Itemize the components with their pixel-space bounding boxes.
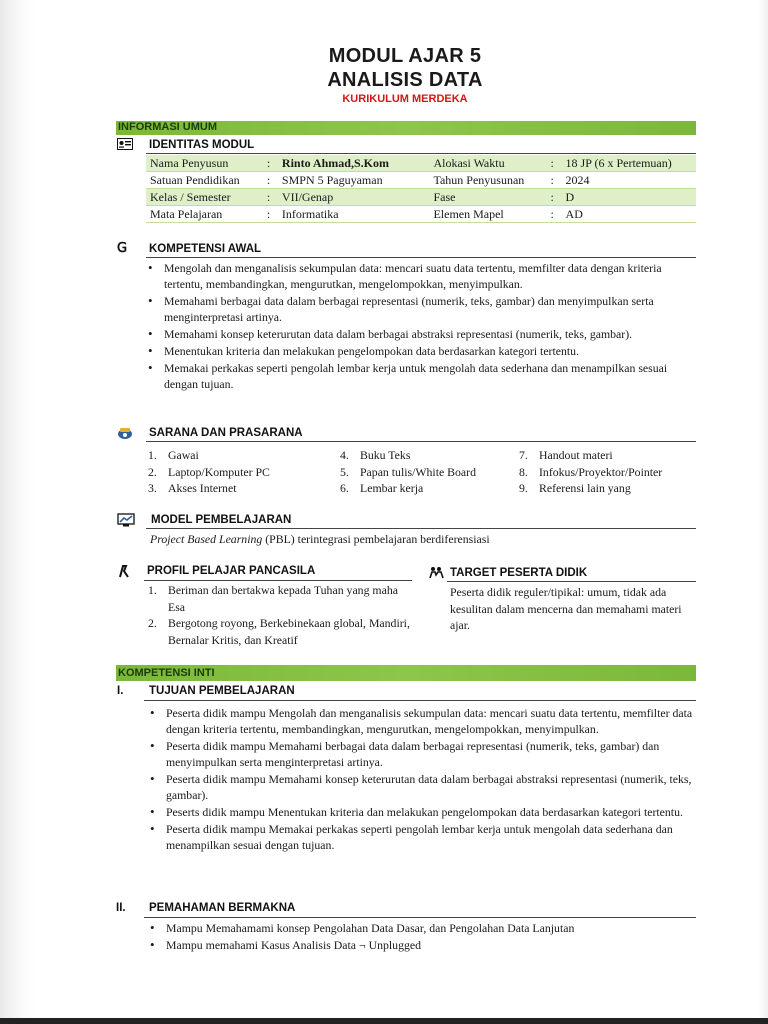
sarana-list-col1 <box>148 447 333 497</box>
list-item: • Peserta didik mampu Mengolah dan menganalisis sekumpulan data: mencari suatu data tertentu, memfilter data dengan kriteria tertentu, membandingkan, mengurutkan, mengelompokkan, menyimpulkan. <box>148 705 698 738</box>
item-number: 4. <box>340 448 349 462</box>
g-circle-icon: 𝖦 <box>117 241 128 256</box>
sarana-list-col2 <box>340 447 515 497</box>
list-item <box>340 480 515 497</box>
pemahaman-list <box>148 920 698 954</box>
section-heading-kompetensi-awal: KOMPETENSI AWAL <box>149 243 262 255</box>
list-item: • Menentukan kriteria dan melakukan pengelompokan data berdasarkan kategori tertentu. <box>146 343 686 359</box>
divider <box>146 257 696 258</box>
monitor-chart-icon <box>117 513 135 531</box>
divider <box>144 700 696 701</box>
section-heading-profil: PROFIL PELAJAR PANCASILA <box>147 565 316 577</box>
list-item <box>148 480 333 497</box>
divider <box>447 581 696 582</box>
item-text: Gawai <box>168 448 199 462</box>
list-item <box>148 447 333 464</box>
colon: : <box>259 189 278 206</box>
table-row <box>146 155 696 172</box>
item-number: 7. <box>519 448 528 462</box>
list-item <box>340 447 515 464</box>
item-text: Papan tulis/White Board <box>360 464 476 479</box>
list-item <box>519 480 694 497</box>
colon: : <box>543 206 562 223</box>
section-number: II. <box>116 902 126 914</box>
item-text: Buku Teks <box>360 448 411 462</box>
item-number: 5. <box>340 464 349 479</box>
colon: : <box>259 206 278 223</box>
profil-list <box>148 582 410 648</box>
item-number: 3. <box>148 481 157 495</box>
item-number: 2. <box>148 464 157 479</box>
model-rest: (PBL) terintegrasi pembelajaran berdiferensiasi <box>262 532 490 546</box>
tujuan-list <box>148 705 698 854</box>
divider <box>146 528 696 529</box>
section-heading-tujuan: TUJUAN PEMBELAJARAN <box>149 685 295 697</box>
list-item: • Memakai perkakas seperti pengolah lembar kerja untuk mengolah data sederhana dan menampilkan sesuai dengan tujuan. <box>146 360 686 393</box>
item-text: Beriman dan bertakwa kepada Tuhan yang maha Esa <box>168 583 398 614</box>
divider <box>144 580 412 581</box>
value-cell: VII/Genap <box>278 189 430 206</box>
colon: : <box>259 172 278 189</box>
value-cell: SMPN 5 Paguyaman <box>278 172 430 189</box>
list-item: • Peserts didik mampu Menentukan kriteria dan melakukan pengelompokan data berdasarkan kategori tertentu. <box>148 804 698 820</box>
model-italic: Project Based Learning <box>150 532 263 546</box>
label-cell: Tahun Penyusunan <box>429 172 542 189</box>
item-text: Handout materi <box>539 448 613 462</box>
label-cell: Kelas / Semester <box>146 189 259 206</box>
list-item: • Memahami konsep keterurutan data dalam berbagai abstraksi representasi (numerik, teks, gambar). <box>146 326 686 342</box>
page-title: MODUL AJAR 5 <box>328 45 482 67</box>
id-card-icon <box>117 138 133 154</box>
value-cell: 18 JP (6 x Pertemuan) <box>562 155 696 172</box>
list-item: • Peserta didik mampu Memahami berbagai data dalam berbagai representasi (numerik, teks, gambar) dan menyimpulkan serta menginterpretasi artinya. <box>148 738 698 771</box>
item-number: 1. <box>148 583 157 597</box>
value-cell: Informatika <box>278 206 430 223</box>
item-number: 9. <box>519 481 528 495</box>
sarana-list-col3 <box>519 447 694 497</box>
colon: : <box>543 155 562 172</box>
value-cell: D <box>562 189 696 206</box>
list-item: • Peserta didik mampu Memakai perkakas seperti pengolah lembar kerja untuk mengolah data sederhana dan menampilkan sesuai dengan tujuan. <box>148 821 698 854</box>
identity-table <box>146 155 696 223</box>
model-text <box>150 531 695 548</box>
section-bar-label: KOMPETENSI INTI <box>118 667 215 679</box>
section-heading-target: TARGET PESERTA DIDIK <box>450 567 588 579</box>
page-subtitle: KURIKULUM MERDEKA <box>342 93 468 105</box>
colon: : <box>543 172 562 189</box>
scan-edge <box>0 0 38 1024</box>
list-item <box>148 464 333 481</box>
item-number: 8. <box>519 464 528 479</box>
target-group-icon <box>429 566 445 583</box>
section-heading-pemahaman: PEMAHAMAN BERMAKNA <box>149 902 296 914</box>
section-number: I. <box>117 685 124 697</box>
item-text: Infokus/Proyektor/Pointer <box>539 464 663 479</box>
item-number: 2. <box>148 616 157 630</box>
label-cell: Fase <box>429 189 542 206</box>
value-cell: Rinto Ahmad,S.Kom <box>278 155 430 172</box>
list-item: • Mampu memahami Kasus Analisis Data ¬ Unplugged <box>148 937 698 953</box>
list-item <box>340 464 515 481</box>
item-text: Lembar kerja <box>360 481 424 495</box>
table-row <box>146 172 696 189</box>
scan-edge <box>0 1018 768 1024</box>
scan-edge <box>758 0 768 1024</box>
label-cell: Satuan Pendidikan <box>146 172 259 189</box>
colon: : <box>543 189 562 206</box>
divider <box>144 917 696 918</box>
item-number: 6. <box>340 481 349 495</box>
list-item: • Mengolah dan menganalisis sekumpulan data: mencari suatu data tertentu, memfilter data dengan kriteria tertentu, membandingkan, mengurutkan, mengelompokkan, menyimpulkan. <box>146 260 686 293</box>
colon: : <box>259 155 278 172</box>
item-text: Laptop/Komputer PC <box>168 464 270 479</box>
item-text: Bergotong royong, Berkebinekaan global, Mandiri, Bernalar Kritis, dan Kreatif <box>168 616 410 647</box>
list-item <box>148 582 410 615</box>
kompetensi-awal-list <box>146 260 686 393</box>
person-icon <box>117 564 131 582</box>
section-heading-sarana: SARANA DAN PRASARANA <box>149 427 303 439</box>
list-item <box>148 615 410 648</box>
item-number: 1. <box>148 448 157 462</box>
tools-icon <box>117 426 133 444</box>
divider <box>146 153 696 154</box>
target-text: Peserta didik reguler/tipikal: umum, tidak ada kesulitan dalam mencerna dan memahami materi ajar. <box>450 585 682 632</box>
divider <box>146 441 696 442</box>
value-cell: AD <box>562 206 696 223</box>
table-row <box>146 206 696 223</box>
list-item: • Mampu Memahamami konsep Pengolahan Data Dasar, dan Pengolahan Data Lanjutan <box>148 920 698 936</box>
section-heading-model: MODEL PEMBELAJARAN <box>151 514 292 526</box>
value-cell: 2024 <box>562 172 696 189</box>
page-title-line2: ANALISIS DATA <box>327 69 483 91</box>
label-cell: Mata Pelajaran <box>146 206 259 223</box>
label-cell: Elemen Mapel <box>429 206 542 223</box>
table-row <box>146 189 696 206</box>
list-item: • Memahami berbagai data dalam berbagai representasi (numerik, teks, gambar) dan menyimpulkan serta menginterpretasi artinya. <box>146 293 686 326</box>
item-text: Referensi lain yang <box>539 481 631 495</box>
item-text: Akses Internet <box>168 481 237 495</box>
section-bar-label: INFORMASI UMUM <box>118 121 217 133</box>
list-item: • Peserta didik mampu Memahami konsep keterurutan data dalam berbagai abstraksi representasi (numerik, teks, gambar). <box>148 771 698 804</box>
list-item <box>519 464 694 481</box>
label-cell: Nama Penyusun <box>146 155 259 172</box>
section-heading-identitas: IDENTITAS MODUL <box>149 139 255 151</box>
label-cell: Alokasi Waktu <box>429 155 542 172</box>
list-item <box>519 447 694 464</box>
